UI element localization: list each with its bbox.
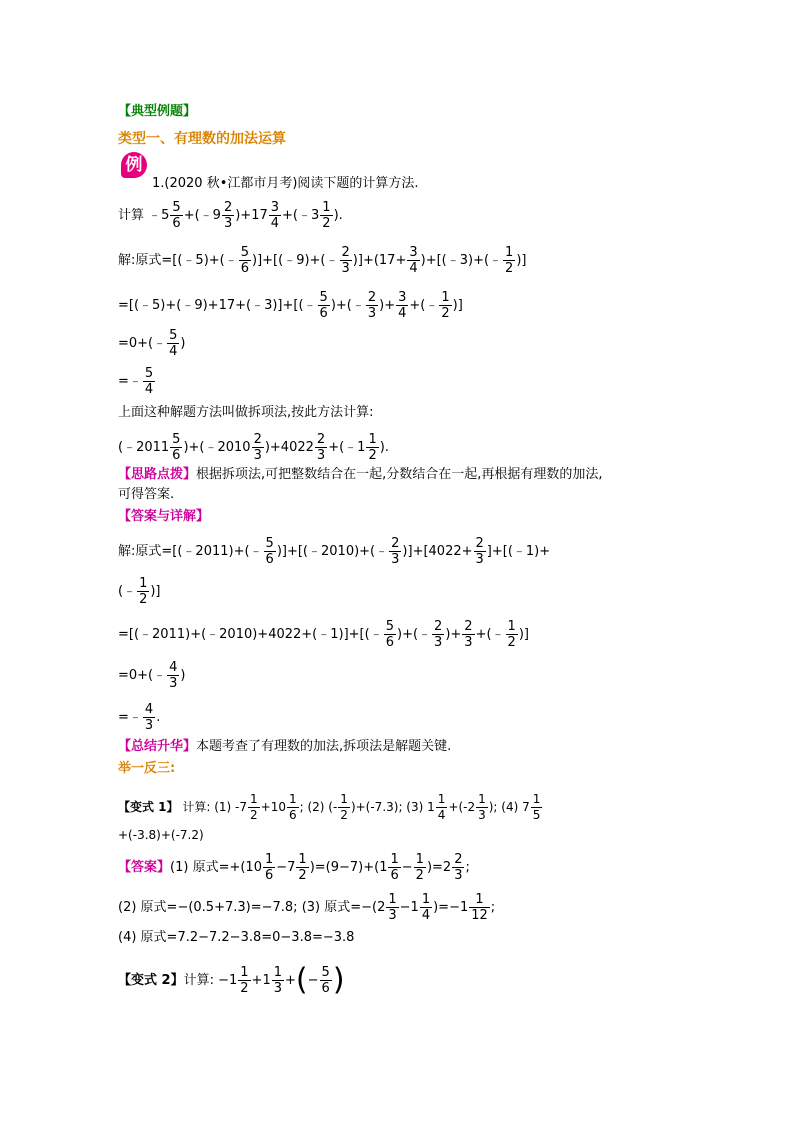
answer-step-4: =﹣ $\frac{4}{3}$ . — [118, 702, 161, 733]
example-badge-icon: 例 — [121, 152, 147, 178]
heading-type-one: 类型一、有理数的加法运算 — [118, 131, 286, 147]
fraction: $\frac{5}{6}$ — [172, 200, 181, 231]
variant-1-calc-label: 计算: — [182, 800, 211, 814]
task-expression: (﹣2011 $\frac{5}{6}$ )+(﹣2010 $\frac{2}{3}$ )+4022 $\frac{2}{3}$ +(﹣1 $\frac{1}{2}$ ). — [118, 432, 389, 463]
solution-label: 解:原式= — [118, 544, 173, 559]
answer-4: (4) 原式=7.2−7.2−3.8=0−3.8=−3.8 — [118, 930, 355, 945]
solution-label: 解:原式= — [118, 253, 173, 268]
solution-step-3: =0+(﹣ $\frac{5}{4}$ ) — [118, 328, 186, 359]
problem-intro: 1.(2020 秋•江都市月考)阅读下题的计算方法. — [152, 176, 419, 191]
problem-expression: 计算 ﹣5 $\frac{5}{6}$ +(﹣9 $\frac{2}{3}$ )+17 $\frac{3}{4}$ +(﹣3 $\frac{1}{2}$ ). — [118, 200, 343, 231]
answer-step-1-continued: (﹣ $\frac{1}{2}$ )] — [118, 576, 161, 607]
answer-step-2: =[(﹣2011)+(﹣2010)+4022+(﹣1)]+[(﹣ $\frac{5}{6}$ )+(﹣ $\frac{2}{3}$ )+ $\frac{2}{3}$ +(﹣ $\frac{1}{2}$ )] — [118, 619, 529, 650]
answer-detail-heading: 【答案与详解】 — [118, 509, 210, 524]
variant-1-heading: 【变式 1】 — [118, 800, 179, 814]
answer-step-3: =0+(﹣ $\frac{4}{3}$ ) — [118, 660, 186, 691]
answer-heading: 【答案】 — [118, 860, 171, 875]
answer-1: 【答案】(1) 原式=+(10 $\frac{1}{6}$ −7 $\frac{1}{2}$ )=(9−7)+(1 $\frac{1}{6}$ − $\frac{1}{2}$ )=2 $\frac{2}{3}$ ; — [118, 852, 470, 883]
answer-2-3: (2) 原式=−(0.5+7.3)=−7.8; (3) 原式=−(2 $\frac{1}{3}$ −1 $\frac{1}{4}$ )=−1 $\frac{1}{12}$ ; — [118, 892, 496, 923]
practice-heading: 举一反三: — [118, 761, 176, 776]
variant-1-problem-continued: +(-3.8)+(-7.2) — [118, 828, 204, 842]
hint-text: 根据拆项法,可把整数结合在一起,分数结合在一起,再根据有理数的加法, — [196, 467, 603, 482]
fraction: $\frac{2}{3}$ — [223, 200, 233, 231]
hint-heading: 【思路点拨】 — [118, 467, 197, 482]
variant-2-problem: 【变式 2】计算: −1 $\frac{1}{2}$ +1 $\frac{1}{3}$ +(− $\frac{5}{6}$ ) — [118, 962, 345, 998]
fraction: $\frac{1}{2}$ — [322, 200, 331, 231]
answer-step-1: 解:原式=[(﹣2011)+(﹣ $\frac{5}{6}$ )]+[(﹣2010)+(﹣ $\frac{2}{3}$ )]+[4022+ $\frac{2}{3}$ ]+[(﹣1)+ — [118, 536, 551, 567]
summary-line — [118, 738, 451, 756]
solution-step-1: 解:原式=[(﹣5)+(﹣ $\frac{5}{6}$ )]+[(﹣9)+(﹣ $\frac{2}{3}$ )]+(17+ $\frac{3}{4}$ )+[(﹣3)+(﹣ $\frac{1}{2}$ )] — [118, 245, 527, 276]
fraction: $\frac{3}{4}$ — [270, 200, 280, 231]
variant-2-calc-label: 计算: — [183, 973, 214, 988]
hint-text-continued: 可得答案. — [118, 487, 175, 502]
solution-step-2: =[(﹣5)+(﹣9)+17+(﹣3)]+[(﹣ $\frac{5}{6}$ )+(﹣ $\frac{2}{3}$ )+ $\frac{3}{4}$ +(﹣ $\frac{1}{2}$ )] — [118, 290, 463, 321]
calc-label: 计算 — [118, 208, 149, 223]
solution-step-4: =﹣ $\frac{5}{4}$ — [118, 366, 154, 397]
variant-1-problem: 【变式 1】 计算: (1) -7 $\frac{1}{2}$ +10 $\frac{1}{6}$ ; (2) (- $\frac{1}{2}$ )+(-7.3); (3) 1 $\frac{1}{4}$ +(-2 $\frac{1}{3}$ ); (4) 7 $\frac{1}{5}$ — [118, 792, 541, 822]
heading-typical-examples: 【典型例题】 — [118, 104, 197, 119]
summary-text: 本题考查了有理数的加法,拆项法是解题关键. — [196, 739, 452, 754]
hint-line — [118, 466, 603, 484]
summary-heading: 【总结升华】 — [118, 739, 197, 754]
variant-2-heading: 【变式 2】 — [118, 973, 184, 988]
method-description: 上面这种解题方法叫做拆项法,按此方法计算: — [118, 405, 374, 420]
